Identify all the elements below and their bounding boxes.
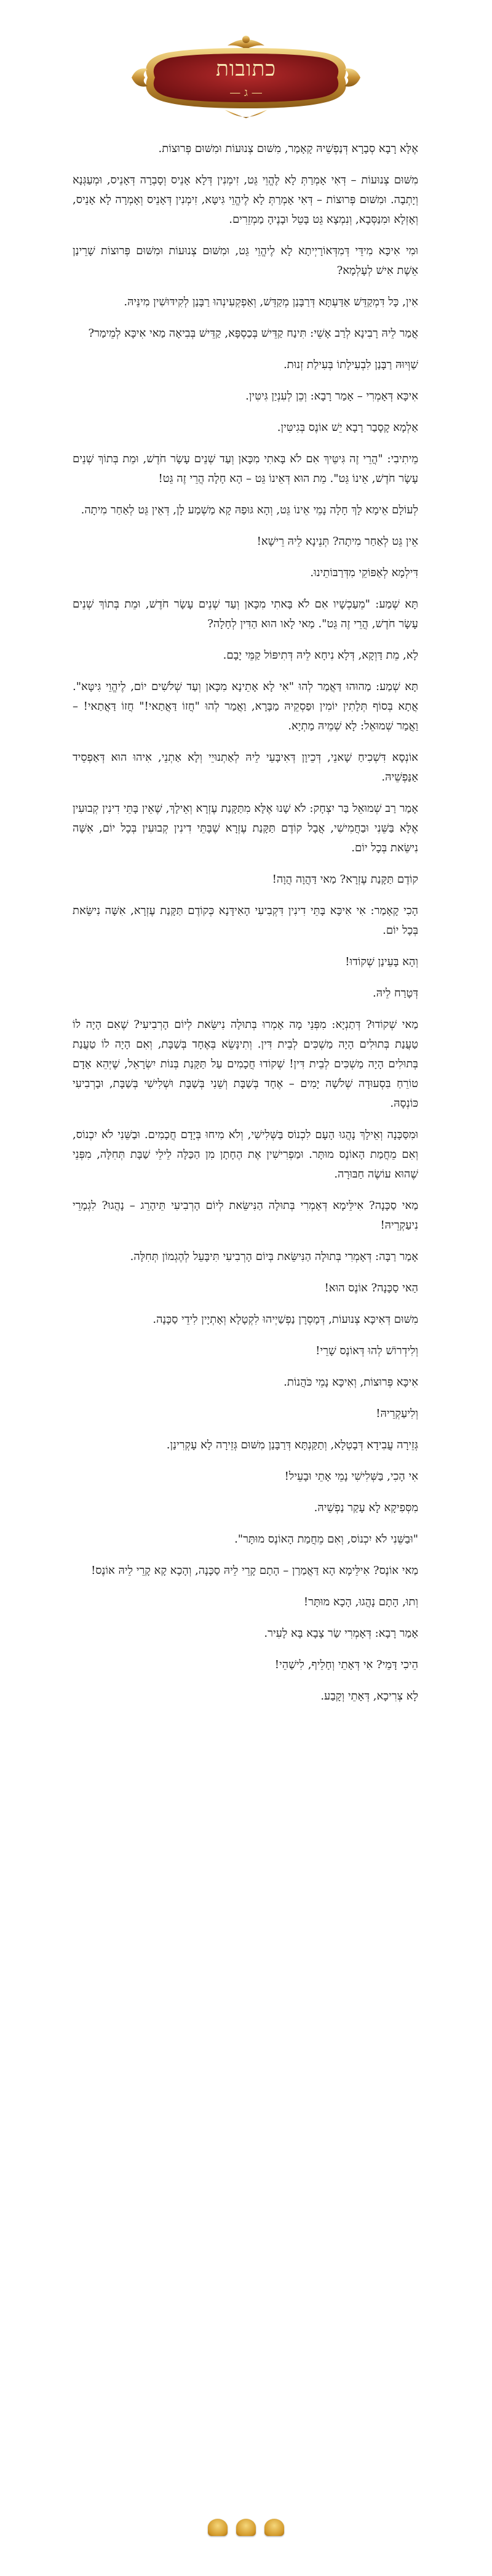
page-number-value: ג [244, 86, 248, 99]
shell-icon [236, 2519, 256, 2536]
shell-icon [208, 2519, 228, 2536]
paragraph: מַאי אוֹנֶס? אִילֵּימָא הָא דַּאֲמַרַן – הָתָם קָרֵי לֵיהּ סַכָּנָה, וְהָכָא קָא קָרֵי לֵיהּ אוֹנֶס! [91, 1564, 418, 1577]
paragraph: אִיכָּא פְּרוּצוֹת, וְאִיכָּא נָמֵי כֹּהֲנוֹת. [284, 1376, 418, 1389]
paragraph: תָּא שְׁמַע: "מֵעַכְשָׁיו אִם לֹא בָּאתִי מִכָּאן וְעַד שְׁנֵים עָשָׂר חֹדֶשׁ, וּמֵת בְּתוֹךְ שְׁנֵים עָשָׂר חֹדֶשׁ, הֲרֵי זֶה גֵּט". מַאי לָאו הוּא הַדִּין לְחָלָה? [73, 598, 418, 630]
paragraph: תָּא שְׁמַע: מַהוּהוּ דַּאֲמַר לְהוּ "אִי לָא אָתֵינָא מִכָּאן וְעַד שְׁלֹשִׁים יוֹם, לֶיהֱוֵי גִּיטָּא". אֲתָא בְּסוֹף תְּלָתִין יוֹמִין וּפַסְקֵיהּ מַבָּרָא, וַאֲמַר לְהוּ "חֲזוֹ דַּאֲתַאי!" חֲזוֹ דַּאֲתַאי! – וַאֲמַר שְׁמוּאֵל: לָא שְׁמֵיהּ מַתְיָא. [73, 680, 418, 732]
paragraph: אָמַר רַב שְׁמוּאֵל בַּר יִצְחָק: לֹא שָׁנוּ אֶלָּא מִתַּקָּנַת עֶזְרָא וְאֵילָךְ, שֶׁאֵין בָּתֵּי דִינִין קְבוּעִין אֶלָּא בַּשֵּׁנִי וּבַחֲמִישִׁי, אֲבָל קוֹדֶם תַּקָּנַת עֶזְרָא שֶׁבָּתֵּי דִינִין קְבוּעִין בְּכָל יוֹם, אִשָּׁה נִישֵּׂאת בְּכָל יוֹם. [73, 802, 418, 854]
paragraph: הָכִי קָאָמַר: אִי אִיכָּא בָּתֵּי דִינִין דִּקְבִיעִי הָאִידָּנָא כְּקוֹדֶם תַּקָּנַת עֶזְרָא, אִשָּׁה נִישֵּׂאת בְּכָל יוֹם. [73, 904, 418, 937]
paragraph: דִּילְמָא לְאַפּוֹקֵי מִדְּרַבּוֹתֵינוּ. [310, 566, 418, 579]
shell-icon [264, 2519, 284, 2536]
paragraph: מֵיתִיבִי: "הֲרֵי זֶה גִּיטֵּיךְ אִם לֹא בָּאתִי מִכָּאן וְעַד שְׁנֵים עָשָׂר חֹדֶשׁ, וּמֵת בְּתוֹךְ שְׁנֵים עָשָׂר חֹדֶשׁ, אֵינוֹ גֵּט". מֵת הוּא דְּאֵינוֹ גֵּט – הָא חָלָה הֲרֵי זֶה גֵּט! [73, 452, 418, 485]
paragraph: מִסְּפִיקָא לָא עָקַר נַפְשֵׁיהּ. [314, 1501, 418, 1514]
paragraph: "וּבַשֵּׁנִי לֹא יִכְנוֹס, וְאִם מֵחֲמַת הָאוֹנֶס מוּתָּר". [234, 1533, 418, 1546]
paragraph: מִשּׁוּם דְּאִיכָּא צְנוּעוֹת, דְּמָסְרָן נַפְשַׁיְיהוּ לִקְטָלָא וְאָתְיָין לִידֵי סַכָּנָה. [153, 1313, 418, 1326]
talmud-text [73, 139, 418, 1718]
paragraph: קוֹדֶם תַּקָּנַת עֶזְרָא? מַאי דַּהֲוָה הֲוָה! [272, 873, 418, 886]
paragraph: לָא צְרִיכָא, דְּאָתֵי וְקָבַע. [320, 1690, 418, 1703]
paragraph: אֶלָּא רָבָא סְבָרָא דְּנַפְשֵׁיהּ קָאָמַר, מִשּׁוּם צְנוּעוֹת וּמִשּׁוּם פְּרוּצוֹת. [158, 142, 418, 155]
page-title: כתובות [216, 57, 276, 81]
paragraph: אִיכָּא דְּאָמְרִי – אָמַר רָבָא: וְכֵן לְעִנְיַן גִּיטִּין. [245, 390, 418, 403]
paragraph: שַׁוְּיוּהּ רַבָּנַן לִבְעִילָתוֹ בְּעִילַת זְנוּת. [283, 358, 418, 371]
paragraph: וְהָא בָּעֵינַן שְׁקוֹדוּ! [345, 955, 418, 968]
paragraph: אָמַר רָבָא: דְּאָמְרִי שַׂר צָבָא בָּא לָעִיר. [264, 1627, 418, 1640]
paragraph: אִין, כָּל דִּמְקַדֵּשׁ אַדַּעְתָּא דְּרַבָּנַן מְקַדֵּשׁ, וְאַפְקְעִינְהוּ רַבָּנַן לְקִידּוּשִׁין מִינֵּיהּ. [124, 295, 418, 308]
paragraph: אִי הָכִי, בַּשְּׁלִישִׁי נָמֵי אָתֵי וּבָעֵיל! [284, 1470, 418, 1483]
paragraph: לָא, מֵת דַּוְקָא, דְּלָא נִיחָא לֵיהּ דְּתִיפּוֹל קַמֵּי יָבָם. [223, 649, 418, 662]
paragraph: מַאי סַכָּנָה? אִילֵּימָא דְּאָמְרִי בְּתוּלָה הַנִּישֵּׂאת לְיוֹם הָרְבִיעִי תֵּיהָרֵג – נָהֲגוּ? לִגְמָרֵי נִיעַקְרֵיהּ! [73, 1199, 418, 1232]
paragraph: אוֹנְסָא דִּשְׁכִיחַ שָׁאנֵי, דְּכֵיוָן דְּאִיבָּעֵי לֵיהּ לְאַתְנוּיֵי וְלָא אַתְנֵי, אִיהוּ הוּא דְּאַפְסֵיד אַנַּפְשֵׁיהּ. [73, 751, 418, 784]
paragraph: מַאי שְׁקוֹדוּ? דְּתַנְיָא: מִפְּנֵי מָה אָמְרוּ בְּתוּלָה נִישֵּׂאת לְיוֹם הָרְבִיעִי? שֶׁאִם הָיָה לוֹ טַעֲנַת בְּתוּלִים הָיָה מַשְׁכִּים לְבֵית דִּין. וְתִינָּשֵׂא בְּאֶחָד בְּשַׁבָּת, וְאִם הָיָה לוֹ טַעֲנַת בְּתוּלִים הָיָה מַשְׁכִּים לְבֵית דִּין! שְׁקוֹדוּ חֲכָמִים עַל תַּקָּנַת בְּנוֹת יִשְׂרָאֵל, שֶׁיְּהֵא אָדָם טוֹרֵחַ בִּסְעוּדָה שְׁלֹשָׁה יָמִים – אֶחָד בְּשַׁבָּת וְשֵׁנִי בְּשַׁבָּת וּשְׁלִישִׁי בְּשַׁבָּת, וּבָרְבִיעִי כּוֹנְסָהּ. [73, 1018, 418, 1110]
paragraph: וּמִי אִיכָּא מִידֵּי דְּמִדְּאוֹרָיְיתָא לָא לֶיהֱוֵי גֵּט, וּמִשּׁוּם צְנוּעוֹת וּמִשּׁוּם פְּרוּצוֹת שָׁרֵינַן אֵשֶׁת אִישׁ לְעָלְמָא? [73, 244, 418, 277]
title-banner [123, 32, 369, 123]
paragraph: הַאי סַכָּנָה? אוֹנֶס הוּא! [324, 1282, 418, 1294]
paragraph: הֵיכִי דָּמֵי? אִי דְּאָתֵי וְחָלֵיף, לִישַׁהֵי! [274, 1658, 418, 1671]
paragraph: אָמַר רַבָּה: דְּאָמְרִי בְּתוּלָה הַנִּישֵּׂאת בְּיוֹם הָרְבִיעִי תִּיבָּעֵל לְהֶגְמוֹן תְּחִלָּה. [130, 1250, 418, 1263]
footer-ornament [0, 2519, 492, 2543]
paragraph: גְּזֵירָה עֲבִידָא דְּבָטְלָא, וְתַקַּנְתָּא דְּרַבָּנַן מִשּׁוּם גְּזֵירָה לָא עָקְרִינַן. [166, 1438, 418, 1451]
paragraph: לְעוֹלָם אֵימָא לָךְ חָלָה נָמֵי אֵינוֹ גֵּט, וְהָא גּוּפַהּ קָא מַשְׁמַע לָן, דְּאֵין גֵּט לְאַחַר מִיתָה. [81, 504, 418, 516]
paragraph: וּמִסַּכָּנָה וְאֵילָךְ נָהֲגוּ הָעָם לִכְנוֹס בַּשְּׁלִישִׁי, וְלֹא מִיחוּ בְּיָדָם חֲכָמִים. וּבַשֵּׁנִי לֹא יִכְנוֹס, וְאִם מֵחֲמַת הָאוֹנֶס מוּתָּר. וּמַפְרִישִׁין אֶת הֶחָתָן מִן הַכַּלָּה לֵילֵי שַׁבָּת תְּחִלָּה, מִפְּנֵי שֶׁהוּא עוֹשֶׂה חַבּוּרָה. [73, 1128, 418, 1181]
paragraph: וְלִיעַקְרֵיהּ! [376, 1407, 418, 1420]
paragraph: אֵין גֵּט לְאַחַר מִיתָה? תְּנֵינָא לֵיהּ רֵישָׁא! [256, 535, 418, 548]
page-number: — ג — [229, 86, 263, 99]
paragraph: אֲמַר לֵיהּ רָבִינָא לְרַב אָשֵׁי: תִּינַח קַדֵּישׁ בְּכַסְפָּא, קַדֵּישׁ בְּבִיאָה מַאי אִיכָּא לְמֵימַר? [88, 327, 418, 340]
paragraph: וְלִידְרוֹשׁ לְהוּ דְּאוֹנֶס שָׁרֵי! [315, 1344, 418, 1357]
paragraph: דְּטָרַח לֵיהּ. [373, 987, 418, 1000]
paragraph: מִשּׁוּם צְנוּעוֹת – דְּאִי אָמְרַתְּ לָא לֶהֱוֵי גֵּט, זִימְנִין דְּלָא אָנֵיס וְסָבְרָה דְּאָנֵיס, וּמְעַגְּנָא וְיָתְבָה. וּמִשּׁוּם פְּרוּצוֹת – דְּאִי אָמְרַתְּ לָא לֶיהֱוֵי גִּיטָּא, זִימְנִין דְּאָנֵיס וְאָמְרָה לָא אָנֵיס, וְאָזְלָא וּמִנַּסְּבָא, וְנִמְצָא גֵּט בָּטֵל וּבָנֶיהָ מַמְזֵרִים. [73, 174, 418, 226]
paragraph: וְתוּ, הָתָם נָהֲגוּ, הָכָא מוּתָּר! [303, 1595, 418, 1608]
paragraph: אַלְמָא קָסָבַר רָבָא יֵשׁ אוֹנֶס בְּגִיטִּין. [277, 421, 418, 434]
